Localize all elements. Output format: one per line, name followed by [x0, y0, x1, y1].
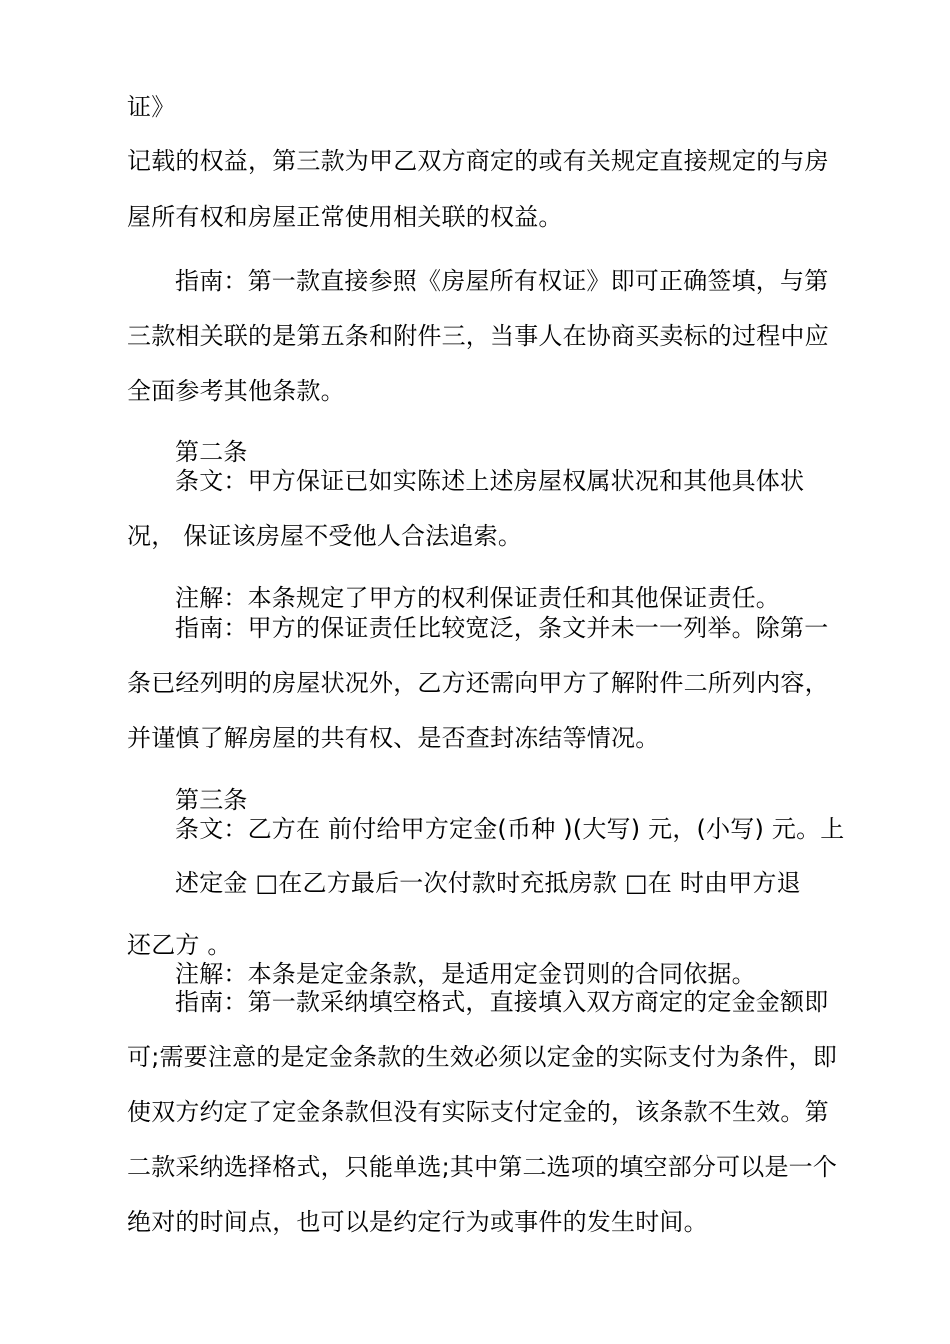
text-line: 条已经列明的房屋状况外，乙方还需向甲方了解附件二所列内容， — [127, 669, 829, 697]
text-line: 全面参考其他条款。 — [127, 377, 345, 405]
text-line: 记载的权益，第三款为甲乙双方商定的或有关规定直接规定的与房 — [127, 147, 829, 175]
section-heading: 第二条 — [175, 438, 248, 466]
text-line: 条文：甲方保证已如实陈述上述房屋权属状况和其他具体状 — [175, 467, 805, 495]
text-line: 还乙方 。 — [127, 931, 232, 959]
text-line: 二款采纳选择格式，只能单选;其中第二选项的填空部分可以是一个 — [127, 1153, 838, 1181]
text-line: 指南：第一款直接参照《房屋所有权证》即可正确签填，与第 — [175, 267, 829, 295]
section-heading: 第三条 — [175, 786, 248, 814]
text-line: 况， 保证该房屋不受他人合法追索。 — [127, 522, 523, 550]
text-line: 注解：本条规定了甲方的权利保证责任和其他保证责任。 — [175, 584, 780, 612]
text-line: 条文：乙方在 前付给甲方定金(币种 )(大写) 元，(小写) 元。上 — [175, 815, 845, 843]
text-line: 三款相关联的是第五条和附件三，当事人在协商买卖标的过程中应 — [127, 322, 829, 350]
text-line: 绝对的时间点，也可以是约定行为或事件的发生时间。 — [127, 1208, 708, 1236]
text-line: 述定金 □在乙方最后一次付款时充抵房款 □在 时由甲方退 — [175, 869, 801, 897]
text-line: 指南：第一款采纳填空格式，直接填入双方商定的定金金额即 — [175, 988, 829, 1016]
text-line: 证》 — [127, 93, 176, 121]
text-line: 指南：甲方的保证责任比较宽泛，条文并未一一列举。除第一 — [175, 614, 829, 642]
text-line: 注解：本条是定金条款，是适用定金罚则的合同依据。 — [175, 960, 756, 988]
text-line: 屋所有权和房屋正常使用相关联的权益。 — [127, 203, 563, 231]
text-line: 可;需要注意的是定金条款的生效必须以定金的实际支付为条件，即 — [127, 1043, 838, 1071]
text-line: 使双方约定了定金条款但没有实际支付定金的，该条款不生效。第 — [127, 1098, 829, 1126]
text-line: 并谨慎了解房屋的共有权、是否查封冻结等情况。 — [127, 724, 660, 752]
